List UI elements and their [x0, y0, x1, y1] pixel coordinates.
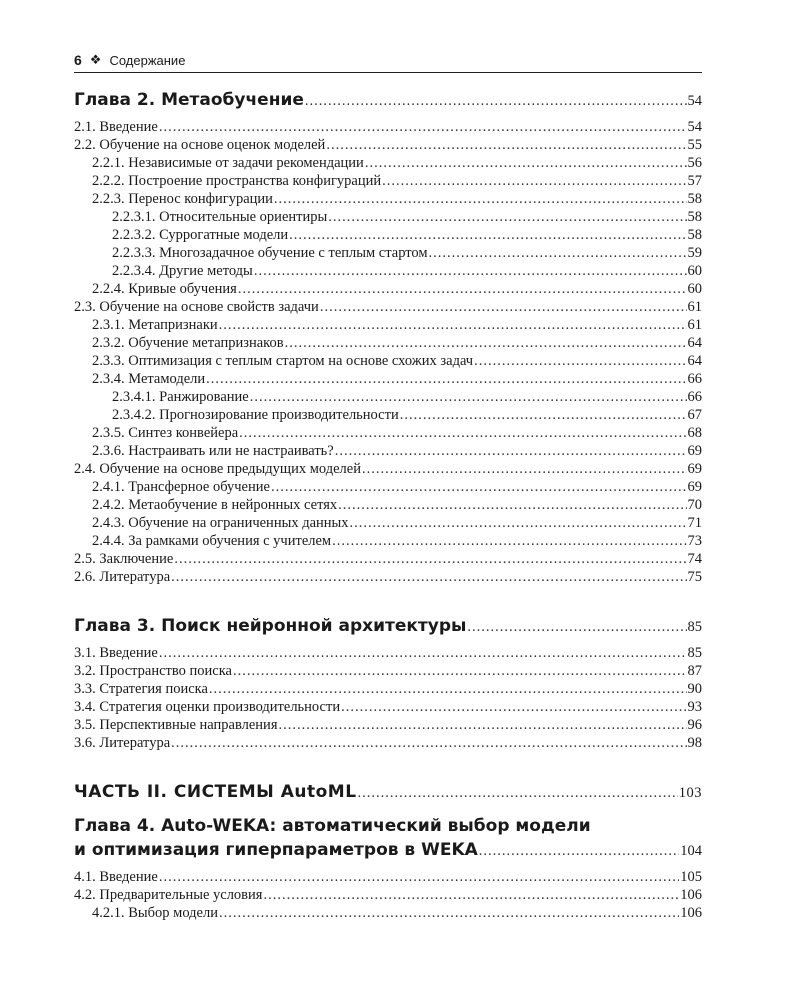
toc-entry[interactable] [74, 262, 702, 280]
toc-entry-label: 2.2.4. Кривые обучения [92, 281, 237, 297]
toc-entry[interactable] [74, 478, 702, 496]
toc-entry[interactable] [74, 460, 702, 478]
toc-entry-label: 2.3.4.1. Ранжирование [112, 389, 249, 405]
toc-entry-page: 74 [687, 551, 702, 567]
leader-dots [474, 352, 686, 370]
toc-entry-page: 87 [687, 663, 702, 679]
part-heading[interactable] [74, 780, 702, 804]
toc-entry-page: 69 [687, 461, 702, 477]
toc-entry-page: 96 [687, 717, 702, 733]
toc-entry-label: 3.1. Введение [74, 645, 158, 661]
toc-entry[interactable] [74, 190, 702, 208]
leader-dots [274, 190, 687, 208]
toc-entry-page: 56 [687, 155, 702, 171]
leader-dots [254, 262, 687, 280]
toc-entry[interactable] [74, 442, 702, 460]
toc-entry-page: 58 [687, 209, 702, 225]
leader-dots [320, 298, 687, 316]
toc-entry-page: 70 [687, 497, 702, 513]
leader-dots [174, 550, 686, 568]
toc-entry-page: 90 [687, 681, 702, 697]
toc-entry[interactable] [74, 698, 702, 716]
leader-dots [219, 904, 679, 922]
leader-dots [171, 734, 686, 752]
chapter-entries [74, 868, 702, 922]
toc-entry[interactable] [74, 208, 702, 226]
toc-entry[interactable] [74, 662, 702, 680]
chapter-page: 104 [680, 843, 702, 859]
toc-entry[interactable] [74, 424, 702, 442]
section-title: Содержание [109, 52, 186, 68]
chapter-title: Глава 3. Поиск нейронной архитектуры [74, 616, 467, 636]
toc-entry-page: 54 [687, 119, 702, 135]
toc-entry-page: 106 [680, 905, 702, 921]
toc-entry-label: 2.2.3.1. Относительные ориентиры [112, 209, 328, 225]
leader-dots [305, 89, 687, 113]
toc-entry-label: 2.4.1. Трансферное обучение [92, 479, 270, 495]
toc-entry-page: 57 [687, 173, 702, 189]
leader-dots [159, 868, 679, 886]
toc-entry-label: 2.2.3.4. Другие методы [112, 263, 253, 279]
leader-dots [285, 334, 687, 352]
toc-entry-page: 69 [687, 443, 702, 459]
leader-dots [238, 280, 687, 298]
toc-entry-label: 2.3.2. Обучение метапризнаков [92, 335, 284, 351]
toc-entry[interactable] [74, 352, 702, 370]
chapter-title: Глава 2. Метаобучение [74, 90, 304, 110]
toc-entry[interactable] [74, 244, 702, 262]
toc-entry-label: 2.2. Обучение на основе оценок моделей [74, 137, 326, 153]
leader-dots [467, 615, 686, 639]
toc-entry-label: 2.3.3. Оптимизация с теплым стартом на основе схожих задач [92, 353, 474, 369]
leader-dots [159, 118, 687, 136]
leader-dots [400, 406, 687, 424]
toc-entry-page: 67 [687, 407, 702, 423]
toc-entry[interactable] [74, 550, 702, 568]
leader-dots [263, 886, 679, 904]
toc-entry-page: 98 [687, 735, 702, 751]
leader-dots [365, 154, 687, 172]
toc-entry-page: 73 [687, 533, 702, 549]
toc-entry-label: 2.2.2. Построение пространства конфигураций [92, 173, 382, 189]
toc-entry[interactable] [74, 388, 702, 406]
toc-entry-label: 4.1. Введение [74, 869, 158, 885]
toc-entry-label: 3.4. Стратегия оценки производительности [74, 699, 341, 715]
leader-dots [358, 781, 678, 805]
chapter-entries [74, 118, 702, 586]
toc-entry-page: 55 [687, 137, 702, 153]
toc-entry[interactable] [74, 568, 702, 586]
toc-entry-label: 3.2. Пространство поиска [74, 663, 232, 679]
leader-dots [279, 716, 687, 734]
toc-entry-page: 68 [687, 425, 702, 441]
part-page: 103 [678, 785, 702, 801]
toc-entry[interactable] [74, 532, 702, 550]
leader-dots [171, 568, 686, 586]
running-head [74, 50, 702, 70]
toc-entry-page: 58 [687, 227, 702, 243]
leader-dots [382, 172, 686, 190]
leader-dots [219, 316, 687, 334]
toc-entry[interactable] [74, 644, 702, 662]
toc-entry-label: 2.2.1. Независимые от задачи рекомендации [92, 155, 364, 171]
toc-entry-label: 3.3. Стратегия поиска [74, 681, 208, 697]
toc-entry-label: 4.2. Предварительные условия [74, 887, 263, 903]
leader-dots [206, 370, 686, 388]
leader-dots [159, 644, 687, 662]
toc-entry-page: 61 [687, 317, 702, 333]
toc-entry-page: 61 [687, 299, 702, 315]
toc-entry-page: 71 [687, 515, 702, 531]
leader-dots [209, 680, 687, 698]
part-title: ЧАСТЬ II. СИСТЕМЫ AutoML [74, 782, 357, 802]
leader-dots [271, 478, 687, 496]
toc-entry[interactable] [74, 370, 702, 388]
toc-entry-label: 2.5. Заключение [74, 551, 174, 567]
toc-entry-page: 93 [687, 699, 702, 715]
leader-dots [338, 496, 686, 514]
leader-dots [289, 226, 686, 244]
toc-entry-label: 3.5. Перспективные направления [74, 717, 278, 733]
toc-entry-page: 64 [687, 335, 702, 351]
toc-entry-page: 60 [687, 263, 702, 279]
leader-dots [479, 839, 679, 863]
ornament-icon: ❖ [89, 52, 102, 67]
toc-entry[interactable] [74, 716, 702, 734]
leader-dots [250, 388, 687, 406]
toc-entry[interactable] [74, 226, 702, 244]
toc-entry-label: 4.2.1. Выбор модели [92, 905, 218, 921]
leader-dots [326, 136, 686, 154]
chapter-heading[interactable] [74, 88, 702, 112]
chapter-heading[interactable] [74, 814, 702, 862]
toc-entry-label: 2.1. Введение [74, 119, 158, 135]
toc-entry-label: 2.3.5. Синтез конвейера [92, 425, 239, 441]
chapter-entries [74, 644, 702, 752]
toc-entry[interactable] [74, 868, 702, 886]
leader-dots [332, 532, 686, 550]
toc-entry-label: 2.2.3.2. Суррогатные модели [112, 227, 289, 243]
toc-entry-label: 2.4.4. За рамками обучения с учителем [92, 533, 332, 549]
toc-entry-label: 2.4. Обучение на основе предыдущих моделей [74, 461, 361, 477]
toc-entry-label: 2.3. Обучение на основе свойств задачи [74, 299, 319, 315]
toc-entry-label: 2.6. Литература [74, 569, 171, 585]
toc-entry[interactable] [74, 904, 702, 922]
toc-entry-page: 58 [687, 191, 702, 207]
toc-entry[interactable] [74, 298, 702, 316]
toc-entry[interactable] [74, 316, 702, 334]
toc-entry[interactable] [74, 514, 702, 532]
toc-entry-page: 106 [680, 887, 702, 903]
toc-entry-page: 75 [687, 569, 702, 585]
chapter-title-line-2: и оптимизация гиперпараметров в WEKA [74, 840, 478, 860]
toc-entry[interactable] [74, 496, 702, 514]
page-number: 6 [74, 52, 82, 68]
leader-dots [429, 244, 687, 262]
toc-entry-label: 2.3.4. Метамодели [92, 371, 206, 387]
toc-entry[interactable] [74, 172, 702, 190]
chapter-title-line-1: Глава 4. Auto-WEKA: автоматический выбор модели [74, 816, 591, 836]
toc-entry[interactable] [74, 406, 702, 424]
chapter-heading[interactable] [74, 614, 702, 638]
toc-entry[interactable] [74, 280, 702, 298]
toc-entry-label: 2.2.3.3. Многозадачное обучение с теплым стартом [112, 245, 428, 261]
toc-entry[interactable] [74, 154, 702, 172]
header-rule [74, 72, 702, 73]
toc-entry[interactable] [74, 334, 702, 352]
toc-part-2 [74, 780, 702, 804]
leader-dots [350, 514, 687, 532]
toc-entry-label: 2.3.4.2. Прогнозирование производительности [112, 407, 399, 423]
leader-dots [233, 662, 687, 680]
toc-entry-page: 59 [687, 245, 702, 261]
toc-entry-label: 2.4.2. Метаобучение в нейронных сетях [92, 497, 338, 513]
leader-dots [335, 442, 687, 460]
leader-dots [328, 208, 686, 226]
toc-entry-label: 2.2.3. Перенос конфигурации [92, 191, 273, 207]
toc-entry-page: 85 [687, 645, 702, 661]
toc-entry[interactable] [74, 680, 702, 698]
toc-entry-label: 2.3.6. Настраивать или не настраивать? [92, 443, 334, 459]
leader-dots [239, 424, 686, 442]
toc-entry-page: 64 [687, 353, 702, 369]
toc-chapter-2 [74, 88, 702, 586]
toc-entry[interactable] [74, 886, 702, 904]
leader-dots [341, 698, 686, 716]
toc-chapter-4 [74, 814, 702, 922]
toc-chapter-3 [74, 614, 702, 752]
toc-entry[interactable] [74, 734, 702, 752]
toc-entry-page: 69 [687, 479, 702, 495]
chapter-page: 85 [687, 619, 702, 635]
toc-entry-page: 105 [680, 869, 702, 885]
toc-entry-label: 3.6. Литература [74, 735, 171, 751]
toc-entry-label: 2.4.3. Обучение на ограниченных данных [92, 515, 349, 531]
chapter-page: 54 [687, 93, 702, 109]
toc-entry-label: 2.3.1. Метапризнаки [92, 317, 218, 333]
toc-entry[interactable] [74, 118, 702, 136]
toc-entry-page: 60 [687, 281, 702, 297]
toc-entry[interactable] [74, 136, 702, 154]
toc-entry-page: 66 [687, 389, 702, 405]
leader-dots [362, 460, 687, 478]
toc-entry-page: 66 [687, 371, 702, 387]
